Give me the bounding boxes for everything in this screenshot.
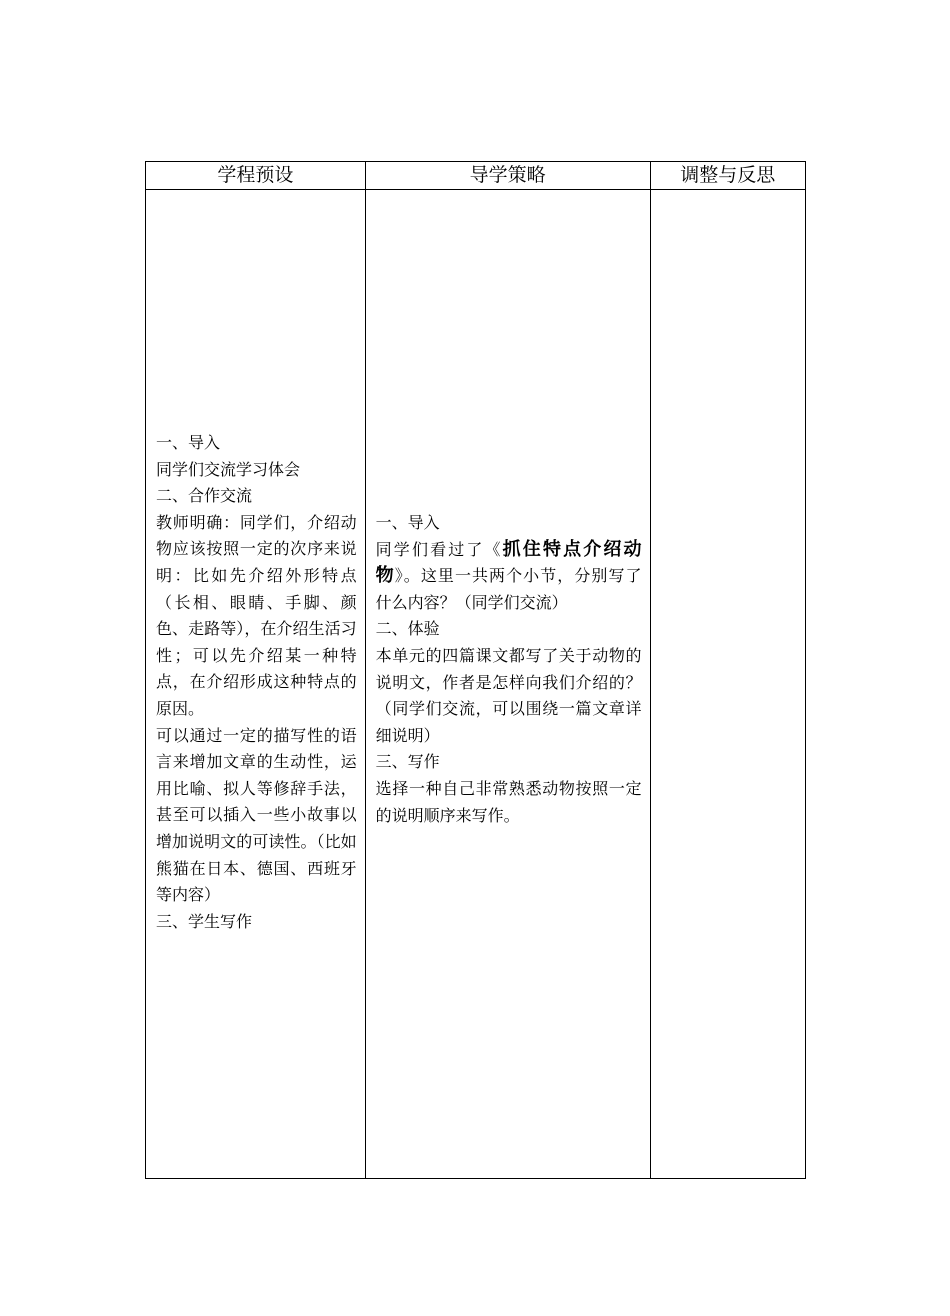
preset-line: 教师明确：同学们，介绍动物应该按照一定的次序来说明：比如先介绍外形特点（长相、眼睛、手脚、颜色、走路等），在介绍生活习性；可以先介绍某一种特点，在介绍形成这种特点的原因。 [156, 512, 357, 718]
article-title: 抓住特点介绍动物 [375, 538, 642, 587]
cell-preset [146, 190, 366, 1179]
preset-line: 同学们交流学习体会 [156, 459, 301, 479]
strategy-writing: 选择一种自己非常熟悉动物按照一定的说明顺序来写作。 [375, 778, 642, 825]
strategy-experience: 本单元的四篇课文都写了关于动物的说明文，作者是怎样向我们介绍的？（同学们交流，可以围绕一篇文章详细说明） [375, 645, 642, 745]
intro-prefix: 同学们看过了《 [375, 539, 503, 559]
lesson-plan-table [145, 161, 806, 1179]
header-preset: 学程预设 [146, 162, 366, 190]
preset-text [156, 430, 357, 935]
preset-line: 三、学生写作 [156, 911, 253, 931]
preset-line: 可以通过一定的描写性的语言来增加文章的生动性，运用比喻、拟人等修辞手法，甚至可以插入一些小故事以增加说明文的可读性。（比如熊猫在日本、德国、西班牙等内容） [156, 725, 357, 905]
cell-strategy [365, 190, 650, 1179]
strategy-heading: 二、体验 [375, 619, 440, 639]
intro-suffix: 》。这里一共两个小节，分别写了什么内容？（同学们交流） [375, 566, 642, 612]
cell-reflection [650, 190, 805, 1179]
strategy-intro [376, 537, 642, 617]
strategy-heading: 三、写作 [375, 752, 440, 772]
strategy-heading: 一、导入 [375, 513, 440, 532]
strategy-text [376, 510, 642, 829]
header-strategy: 导学策略 [365, 162, 650, 190]
preset-line: 一、导入 [156, 433, 221, 452]
preset-line: 二、合作交流 [156, 486, 253, 506]
header-reflection: 调整与反思 [650, 162, 805, 190]
table-header-row [146, 162, 806, 190]
table-row [146, 190, 806, 1179]
